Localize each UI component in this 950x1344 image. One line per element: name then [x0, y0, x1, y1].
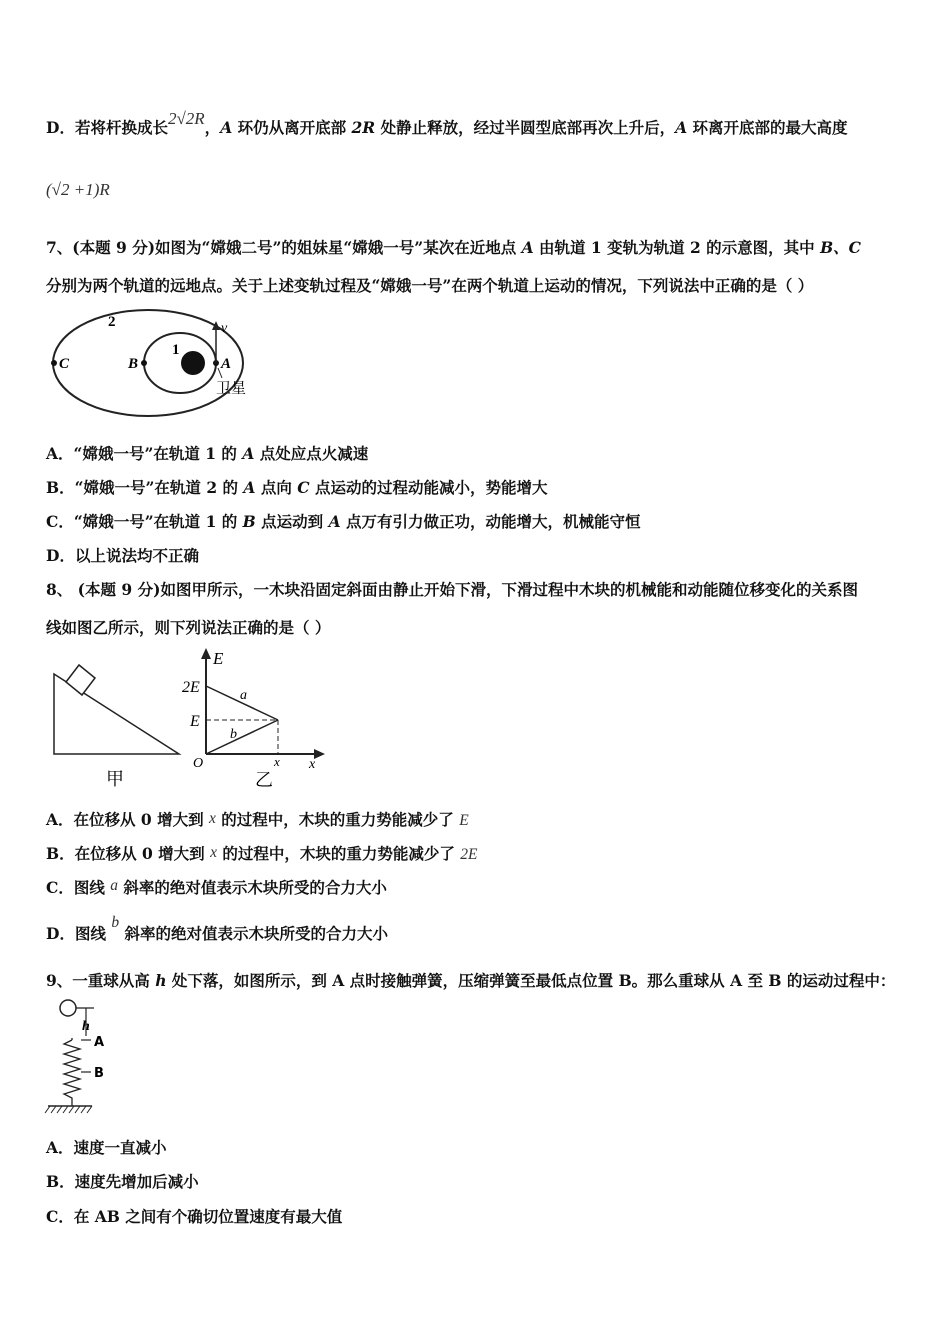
point-a-label: A [221, 356, 232, 372]
q9-stem-text-a: 9、一重球从高 [46, 971, 156, 990]
q6-optd-2r: 2R [351, 118, 376, 137]
q8-figure [46, 646, 336, 792]
q7-stem-text-b: 由轨道 1 变轨为轨道 2 的示意图，其中 [533, 238, 821, 257]
ball [60, 1000, 76, 1016]
q7-optb-text-2: 点向 [255, 478, 298, 497]
q7-orbit-figure [46, 306, 276, 422]
line-b-label: b [230, 727, 237, 742]
point-b-label: B [128, 356, 139, 372]
point-c-label: C [59, 356, 70, 372]
q8-optb-x: x [210, 844, 217, 861]
q7-optc-text-2: 点运动到 [255, 512, 329, 531]
q8-opta-text-1: A．在位移从 0 增大到 [46, 810, 210, 829]
q9-option-c: C．在 AB 之间有个确切位置速度有最大值 [46, 1207, 343, 1226]
q7-opta-text-2: 点处应点火减速 [254, 444, 369, 463]
label-yi: 乙 [255, 770, 273, 791]
q8-opta-text-2: 的过程中，木块的重力势能减少了 [215, 810, 460, 829]
q7-optc-text-3: 点万有引力做正功，动能增大，机械能守恒 [340, 512, 641, 531]
a-label: A [94, 1035, 105, 1050]
q7-optc-point-a: A [328, 512, 341, 531]
q8-optd-b: b [111, 914, 120, 931]
axis-e-label: E [213, 649, 224, 668]
q7-stem-bc: B、C [820, 238, 862, 257]
label-jia: 甲 [106, 769, 124, 790]
b-label: B [94, 1066, 104, 1081]
q7-stem-line1 [46, 236, 861, 258]
orbit-2-label: 2 [108, 314, 116, 330]
q8-optb-2e: 2E [460, 846, 478, 863]
q7-opta-point: A [242, 444, 255, 463]
q7-number: 7、(本题 9 分) [46, 238, 156, 257]
q8-stem-line1 [46, 578, 858, 600]
q9-stem-h: h [155, 971, 167, 990]
velocity-label: v [221, 321, 228, 336]
q8-optc-text-1: C．图线 [46, 878, 111, 897]
q7-optc-point-b: B [242, 512, 256, 531]
q6-optd-text-4: 环离开底部的最大高度 [687, 118, 848, 137]
q8-option-b [46, 842, 477, 864]
q8-opta-e: E [459, 812, 469, 829]
line-a-label: a [240, 688, 247, 703]
q6-optd-a2: A [675, 118, 688, 137]
q6-optd-prefix: D．若将杆换成长 [46, 118, 168, 137]
ground-hatching [45, 1106, 92, 1113]
q8-number: 8、 (本题 9 分) [46, 580, 161, 599]
tick-x-label: x [274, 754, 280, 769]
point-b-dot [141, 360, 147, 366]
q7-option-c [46, 510, 641, 532]
q8-optc-a: a [110, 877, 118, 894]
q8-opta-x: x [209, 810, 216, 827]
q8-optd-text-2: 斜率的绝对值表示木块所受的合力大小 [119, 924, 388, 943]
spring [64, 1040, 80, 1106]
x-axis-arrowhead [314, 749, 325, 759]
q6-optd-text-2: 环仍从离开底部 [232, 118, 352, 137]
point-c-dot [51, 360, 57, 366]
q8-stem-line2: 线如图乙所示，则下列说法正确的是（ ） [46, 618, 331, 637]
h-label: h [82, 1019, 90, 1034]
q6-option-d [46, 109, 848, 138]
q9-option-b: B．速度先增加后减小 [46, 1172, 199, 1191]
q7-optb-text-1: B．“嫦娥一号”在轨道 2 的 [46, 478, 244, 497]
q8-stem-text: 如图甲所示，一木块沿固定斜面由静止开始下滑，下滑过程中木块的机械能和动能随位移变化的关系图 [160, 580, 858, 599]
q9-spring-figure [44, 996, 134, 1118]
q6-optd-text-3: 处静止释放，经过半圆型底部再次上升后， [375, 118, 676, 137]
q7-option-a [46, 442, 368, 464]
q6-optd-a1: A [220, 118, 233, 137]
satellite-label: 卫星 [216, 379, 247, 397]
q8-option-a [46, 808, 469, 830]
q8-option-d [46, 914, 388, 944]
q7-stem-line2: 分别为两个轨道的远地点。关于上述变轨过程及“嫦娥一号”在两个轨道上运动的情况，下列说法中正确的是（ ） [46, 276, 814, 295]
q9-stem-text-b: 处下落，如图所示，到 A 点时接触弹簧，压缩弹簧至最低点位置 B。那么重球从 A 至 B 的运动过程中： [166, 971, 896, 990]
q9-option-a: A．速度一直减小 [46, 1138, 167, 1157]
tick-e-label: E [190, 713, 200, 730]
q8-optc-text-2: 斜率的绝对值表示木块所受的合力大小 [117, 878, 387, 897]
line-b [206, 720, 278, 754]
q8-optd-text-1: D．图线 [46, 924, 112, 943]
q6-optd-length: 2√2R [167, 109, 205, 128]
q8-optb-text-2: 的过程中，木块的重力势能减少了 [216, 844, 461, 863]
q8-option-c [46, 876, 387, 898]
q7-optc-text-1: C．“嫦娥一号”在轨道 1 的 [46, 512, 243, 531]
q7-optb-text-3: 点运动的过程动能减小，势能增大 [309, 478, 548, 497]
q7-optb-point-a: A [243, 478, 256, 497]
origin-label: O [193, 756, 204, 771]
q7-stem-a: A [521, 238, 534, 257]
q7-opta-text-1: A．“嫦娥一号”在轨道 1 的 [46, 444, 243, 463]
q6-optd-text-1: ， [204, 118, 221, 137]
tick-2e-label: 2E [182, 679, 200, 696]
block [66, 665, 95, 695]
q7-optb-point-c: C [297, 478, 310, 497]
earth [181, 351, 205, 375]
q7-stem-text-a: 如图为“嫦娥二号”的姐妹星“嫦娥一号”某次在近地点 [155, 238, 522, 257]
orbit-1-label: 1 [172, 342, 180, 358]
q7-option-b [46, 476, 547, 498]
q6-optd-answer: (√2 +1)R [46, 180, 110, 199]
orbit-1 [144, 333, 216, 393]
e-axis-arrowhead [201, 648, 211, 659]
q7-option-d: D．以上说法均不正确 [46, 546, 199, 565]
q8-optb-text-1: B．在位移从 0 增大到 [46, 844, 211, 863]
q9-stem [46, 969, 895, 991]
x-axis-label: x [309, 757, 316, 772]
